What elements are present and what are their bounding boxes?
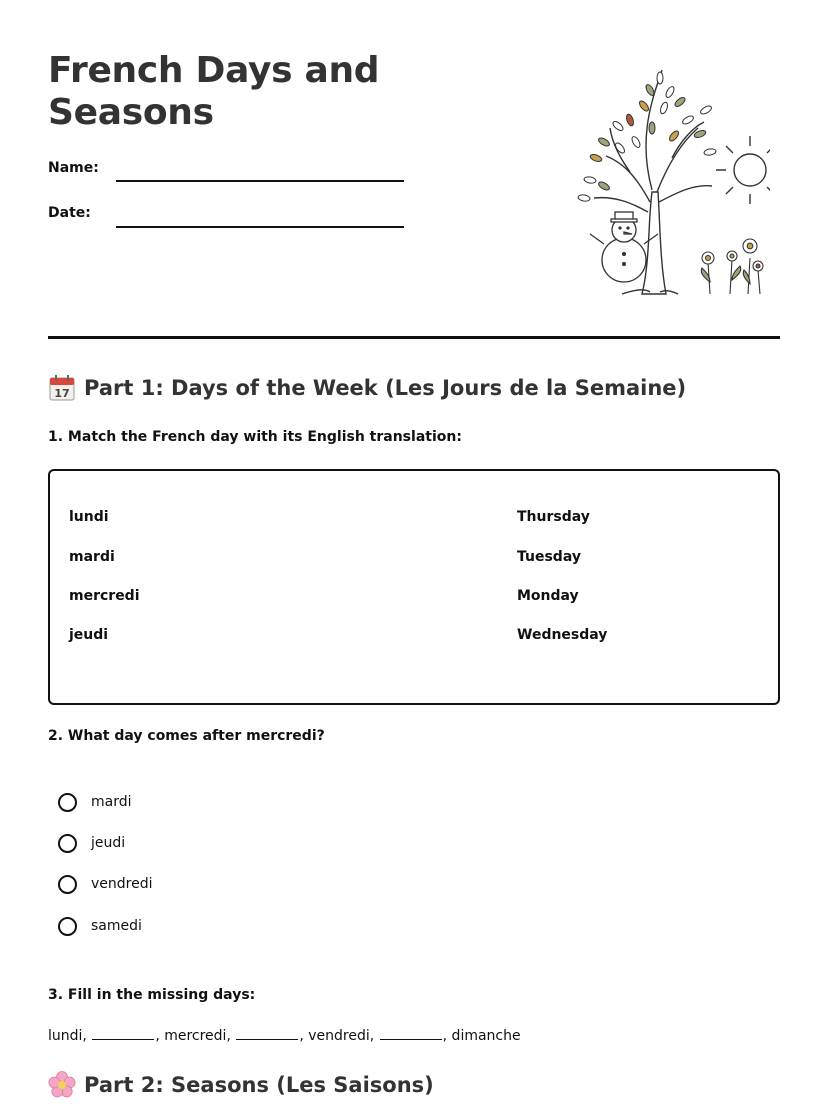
radio-option-mardi[interactable]	[58, 790, 132, 814]
matching-box	[48, 469, 780, 705]
question-3-prompt: 3. Fill in the missing days:	[48, 987, 256, 1003]
radio-button[interactable]	[58, 875, 77, 894]
french-day-jeudi[interactable]: jeudi	[69, 627, 109, 643]
question-2-prompt: 2. What day comes after mercredi?	[48, 728, 325, 744]
fill-in-sentence	[48, 1025, 521, 1044]
svg-text:17: 17	[54, 387, 70, 400]
english-day-tuesday[interactable]: Tuesday	[517, 549, 581, 565]
english-day-wednesday[interactable]: Wednesday	[517, 627, 608, 643]
date-field[interactable]	[116, 226, 404, 228]
part2-heading	[48, 1071, 434, 1099]
blank-field[interactable]	[236, 1025, 298, 1040]
french-day-mercredi[interactable]: mercredi	[69, 588, 140, 604]
worksheet-page	[48, 0, 780, 1118]
sun-icon	[716, 136, 770, 204]
seasons-illustration	[560, 62, 770, 302]
question-1-prompt: 1. Match the French day with its English translation:	[48, 429, 462, 445]
option-label: jeudi	[91, 835, 126, 851]
part1-heading	[48, 374, 686, 402]
english-day-monday[interactable]: Monday	[517, 588, 579, 604]
name-label: Name:	[48, 160, 99, 176]
radio-option-samedi[interactable]	[58, 914, 142, 938]
radio-button[interactable]	[58, 834, 77, 853]
option-label: vendredi	[91, 876, 153, 892]
date-label: Date:	[48, 205, 91, 221]
french-day-lundi[interactable]: lundi	[69, 509, 109, 525]
section-divider	[48, 336, 780, 339]
part2-title: Part 2: Seasons (Les Saisons)	[84, 1073, 434, 1097]
calendar-icon	[48, 374, 76, 402]
blank-field[interactable]	[380, 1025, 442, 1040]
fill-text: lundi,	[48, 1028, 92, 1044]
fill-text: , vendredi,	[299, 1028, 379, 1044]
fill-text: , dimanche	[442, 1028, 521, 1044]
blank-field[interactable]	[92, 1025, 154, 1040]
option-label: mardi	[91, 794, 132, 810]
part1-title: Part 1: Days of the Week (Les Jours de la Semaine)	[84, 376, 687, 400]
radio-button[interactable]	[58, 793, 77, 812]
french-day-mardi[interactable]: mardi	[69, 549, 115, 565]
flowers-icon	[701, 239, 763, 294]
option-label: samedi	[91, 918, 142, 934]
name-field[interactable]	[116, 180, 404, 182]
flower-icon	[48, 1071, 76, 1099]
radio-button[interactable]	[58, 917, 77, 936]
fill-text: , mercredi,	[155, 1028, 236, 1044]
radio-option-jeudi[interactable]	[58, 831, 125, 855]
english-day-thursday[interactable]: Thursday	[517, 509, 590, 525]
radio-option-vendredi[interactable]	[58, 872, 153, 896]
page-title: French Days and Seasons	[48, 50, 380, 133]
